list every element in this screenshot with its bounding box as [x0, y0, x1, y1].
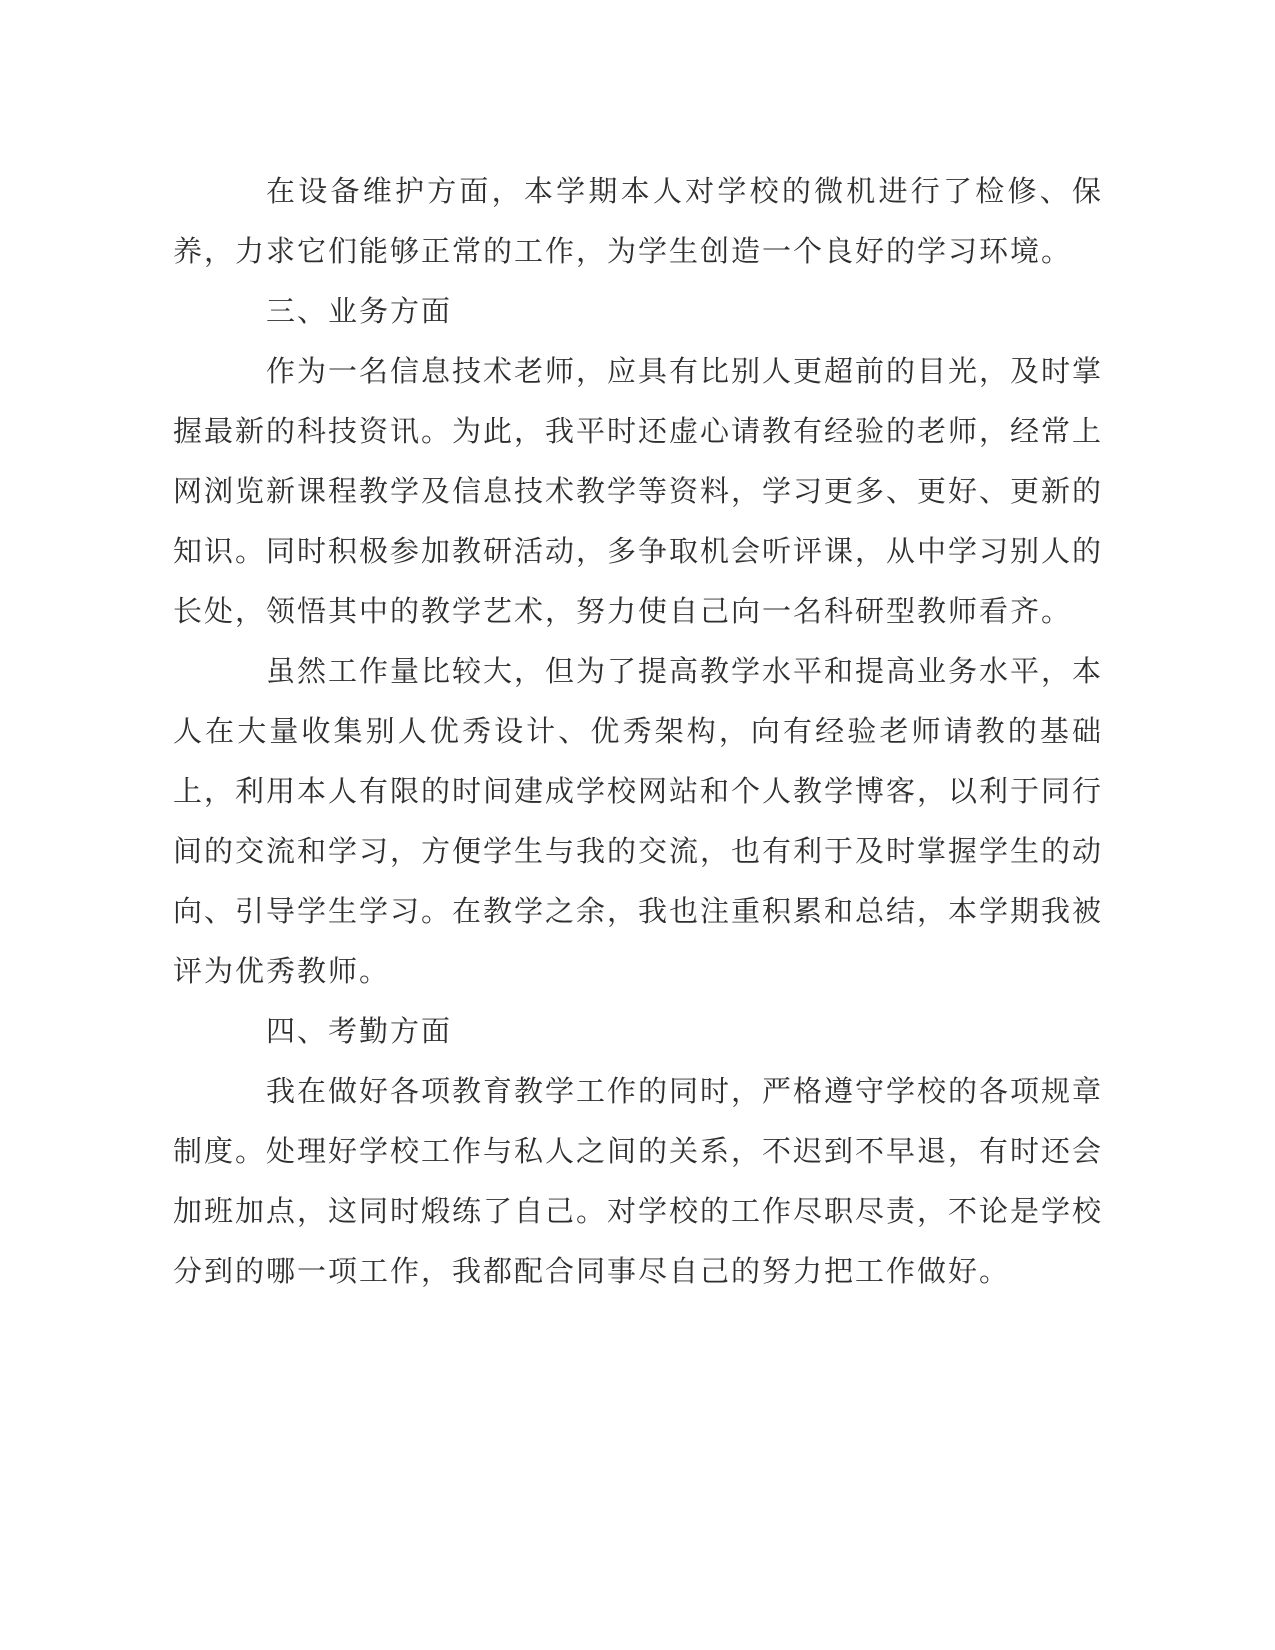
- paragraph-workload-website-blog: 虽然工作量比较大，但为了提高教学水平和提高业务水平，本人在大量收集别人优秀设计、优秀架构，向有经验老师请教的基础上，利用本人有限的时间建成学校网站和个人教学博客，以利于同行间的交流和学习，方便学生与我的交流，也有利于及时掌握学生的动向、引导学生学习。在教学之余，我也注重积累和总结，本学期我被评为优秀教师。: [173, 656, 1104, 988]
- paragraph-equipment-maintenance: 在设备维护方面，本学期本人对学校的微机进行了检修、保养，力求它们能够正常的工作，为学生创造一个良好的学习环境。: [173, 176, 1103, 268]
- section-heading-business: 三、业务方面: [266, 296, 453, 328]
- paragraph-professional-skills: 作为一名信息技术老师，应具有比别人更超前的目光，及时掌握最新的科技资讯。为此，我平时还虚心请教有经验的老师，经常上网浏览新课程教学及信息技术教学等资料，学习更多、更好、更新的知识。同时积极参加教研活动，多争取机会听评课，从中学习别人的长处，领悟其中的教学艺术，努力使自己向一名科研型教师看齐。: [173, 356, 1104, 628]
- section-heading-attendance: 四、考勤方面: [266, 1016, 453, 1048]
- paragraph-attendance-discipline: 我在做好各项教育教学工作的同时，严格遵守学校的各项规章制度。处理好学校工作与私人之间的关系，不迟到不早退，有时还会加班加点，这同时煅练了自己。对学校的工作尽职尽责，不论是学校分到的哪一项工作，我都配合同事尽自己的努力把工作做好。: [173, 1076, 1104, 1288]
